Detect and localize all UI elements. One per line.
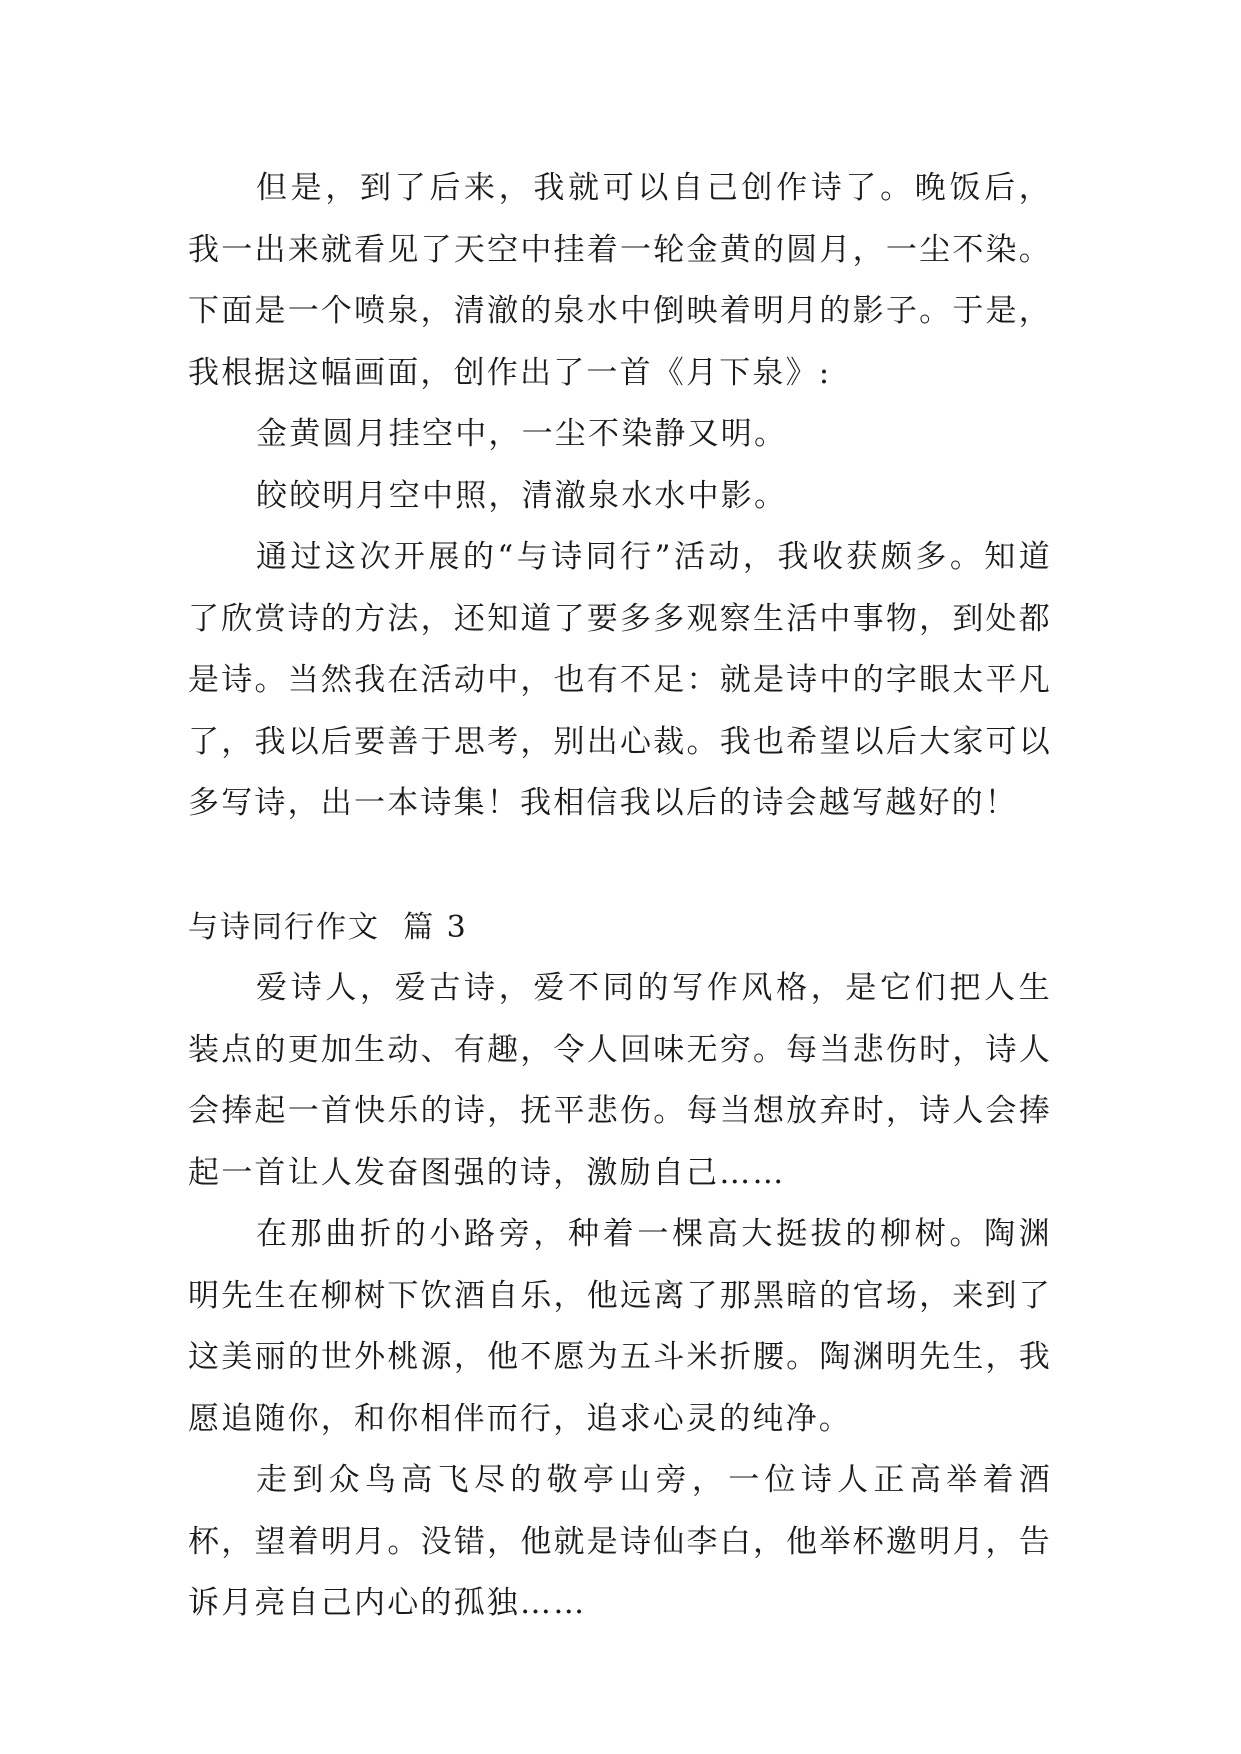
paragraph: 爱诗人，爱古诗，爱不同的写作风格，是它们把人生装点的更加生动、有趣，令人回味无穷。每当悲伤时，诗人会捧起一首快乐的诗，抚平悲伤。每当想放弃时，诗人会捧起一首让人发奋图强的诗，激励自己…… <box>188 970 1052 1191</box>
poem-line: 皎皎明月空中照，清澈泉水水中影。 <box>256 477 788 514</box>
document-body <box>188 158 1052 1635</box>
paragraph: 在那曲折的小路旁，种着一棵高大挺拔的柳树。陶渊明先生在柳树下饮酒自乐，他远离了那黑暗的官场，来到了这美丽的世外桃源，他不愿为五斗米折腰。陶渊明先生，我愿追随你，和你相伴而行，追求心灵的纯净。 <box>188 1216 1052 1437</box>
paragraph: 走到众鸟高飞尽的敬亭山旁，一位诗人正高举着酒杯，望着明月。没错，他就是诗仙李白，他举杯邀明月，告诉月亮自己内心的孤独…… <box>188 1462 1052 1621</box>
paragraph: 但是，到了后来，我就可以自己创作诗了。晚饭后，我一出来就看见了天空中挂着一轮金黄的圆月，一尘不染。下面是一个喷泉，清澈的泉水中倒映着明月的影子。于是，我根据这幅画面，创作出了一首《月下泉》: <box>188 170 1052 391</box>
paragraph: 通过这次开展的“与诗同行”活动，我收获颇多。知道了欣赏诗的方法，还知道了要多多观察生活中事物，到处都是诗。当然我在活动中，也有不足：就是诗中的字眼太平凡了，我以后要善于思考，别出心裁。我也希望以后大家可以多写诗，出一本诗集！我相信我以后的诗会越写越好的！ <box>188 539 1052 821</box>
poem-line: 金黄圆月挂空中，一尘不染静又明。 <box>256 416 788 452</box>
section-heading: 与诗同行作文 篇 3 <box>188 909 468 945</box>
